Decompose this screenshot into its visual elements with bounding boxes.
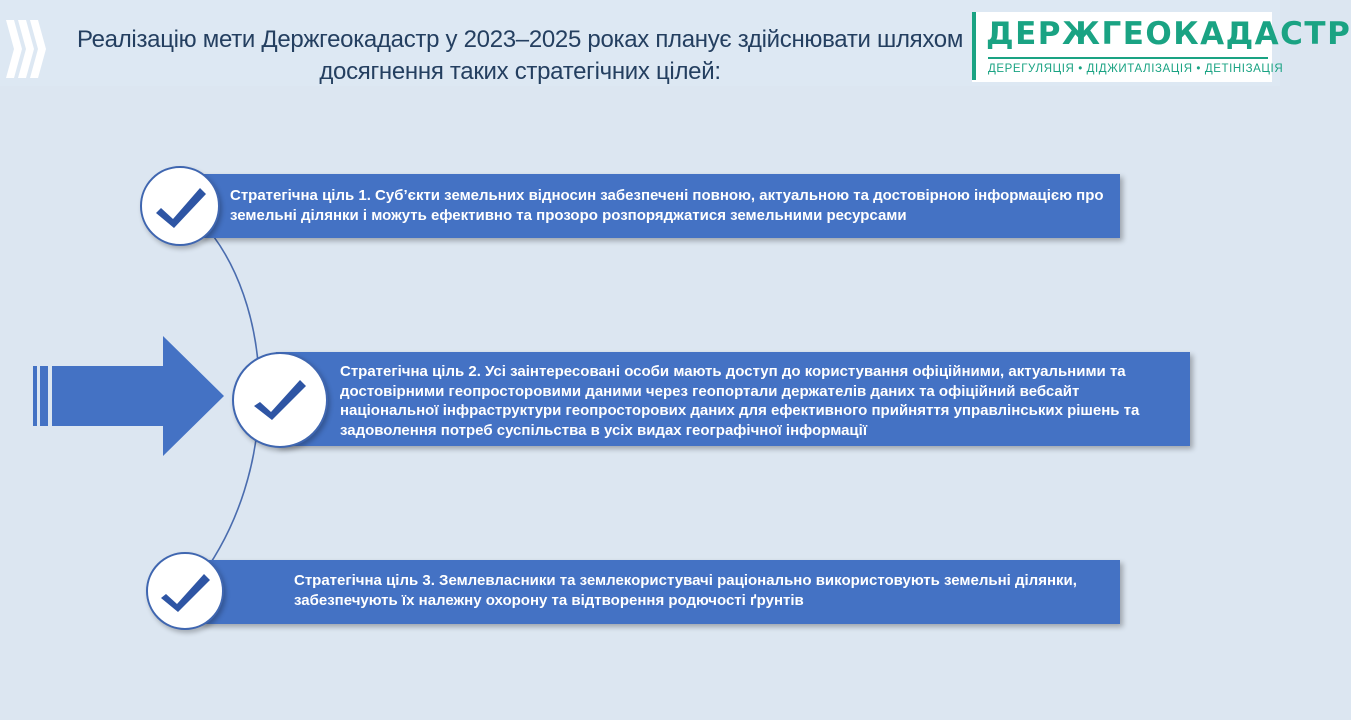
strategic-goal-3	[200, 560, 1120, 624]
arrow-icon	[33, 336, 224, 456]
checkmark-icon	[142, 168, 218, 244]
strategic-goal-1-text: Стратегічна ціль 1. Суб’єкти земельних відносин забезпечені повною, актуальною та достовірною інформацією про земельні ділянки і можуть ефективно та прозоро розпоряджатися земельними ресурсами	[230, 187, 1104, 224]
goal-3-check	[146, 552, 224, 630]
strategic-goal-1	[200, 174, 1120, 238]
strategic-goal-3-text: Стратегічна ціль 3. Землевласники та землекористувачі раціонально використовують земельні ділянки, забезпечують їх належну охорону та відтворення родючості ґрунтів	[294, 572, 1077, 609]
goal-1-check	[140, 166, 220, 246]
logo-name: ДЕРЖГЕОКАДАСТР	[986, 16, 1351, 52]
page-title-line-1: Реалізацію мети Держгеокадастр у 2023–2025 роках планує здійснювати шляхом	[76, 26, 964, 53]
logo-tagline: ДЕРЕГУЛЯЦІЯ • ДІДЖИТАЛІЗАЦІЯ • ДЕТІНІЗАЦІЯ	[988, 63, 1284, 75]
goal-2-check	[232, 352, 328, 448]
strategic-goal-2-text: Стратегічна ціль 2. Усі заінтересовані особи мають доступ до користування офіційними, актуальними та достовірними геопросторовими даними через геопортали держателів даних та офіційний вебсайт національної інфраструктури геопросторових даних для ефективного прийняття управлінських рішень та задоволення потреб суспільства в усіх видах географічної інформації	[340, 363, 1140, 439]
checkmark-icon	[148, 554, 222, 628]
checkmark-icon	[234, 354, 326, 446]
page-title-line-2: досягнення таких стратегічних цілей:	[319, 58, 721, 85]
strategic-goal-2	[276, 352, 1190, 446]
